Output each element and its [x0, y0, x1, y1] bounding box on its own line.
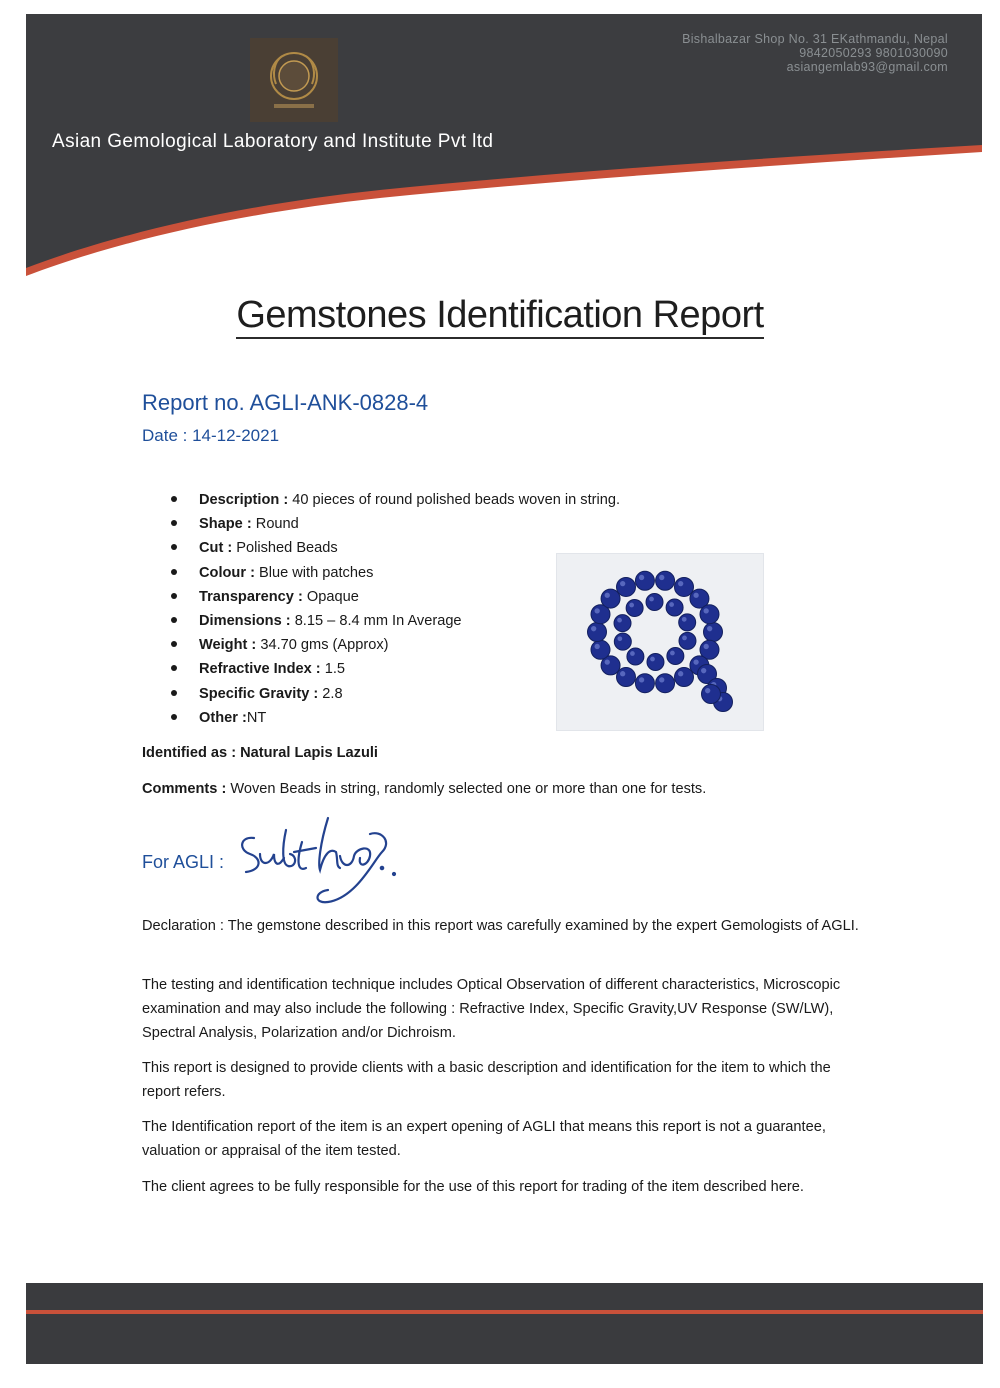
report-date: Date : 14-12-2021 [142, 426, 280, 445]
bead-highlight [693, 659, 698, 664]
comments [142, 781, 706, 797]
spec-transparency [168, 586, 620, 610]
bead-icon [679, 632, 696, 649]
bullet-icon [171, 665, 177, 671]
spec-label: Weight : [199, 637, 257, 654]
disclaimer-paragraph: The Identification report of the item is an expert opening of AGLI that means this report is not a guarantee, valuation or appraisal of the item tested. [142, 1119, 826, 1159]
declaration-paragraph: Declaration : The gemstone described in this report was carefully examined by the expert Gemologists of AGLI. [142, 918, 859, 934]
spec-dimensions [168, 610, 620, 634]
bullet-icon [171, 690, 177, 696]
spec-value: Blue with patches [254, 564, 374, 581]
bead-highlight [595, 608, 600, 613]
spec-value: 34.70 gms (Approx) [256, 637, 389, 654]
address-line: Bishalbazar Shop No. 31 EKathmandu, Nepal [682, 32, 948, 46]
spec-refractive-index [168, 658, 620, 682]
report-purpose-paragraph: This report is designed to provide clients with a basic description and identification for the item to which the report refers. [142, 1060, 831, 1100]
lapis-bead-string-image [557, 554, 763, 730]
spec-colour [168, 562, 620, 586]
bead-highlight [693, 593, 698, 598]
bead-highlight [678, 581, 683, 586]
bead-icon [617, 668, 636, 687]
bead-icon [675, 668, 694, 687]
spec-weight [168, 634, 620, 658]
spec-value: 40 pieces of round polished beads woven in string. [288, 492, 621, 508]
bead-highlight [595, 644, 600, 649]
spec-value: Round [251, 516, 299, 533]
bullet-icon [171, 544, 177, 550]
bullet-icon [171, 593, 177, 599]
bead-highlight [682, 617, 687, 622]
bead-highlight [704, 644, 709, 649]
bead-highlight [620, 671, 625, 676]
spec-label: Specific Gravity : [199, 685, 319, 702]
bead-icon [617, 577, 636, 596]
gem-spec-list [168, 489, 620, 731]
comments-label: Comments : [142, 781, 227, 797]
for-agli-label: For AGLI : [142, 852, 225, 872]
bullet-icon [171, 496, 177, 502]
footer-accent-stripe [26, 1310, 983, 1314]
client-responsibility-paragraph: The client agrees to be fully responsible for the use of this report for trading of the item described here. [142, 1179, 804, 1195]
bead-icon [667, 648, 684, 665]
testing-technique-paragraph: The testing and identification technique includes Optical Observation of different characteristics, Microscopic examination and may also include the following : Refractive Index, Specific Gravity,UV Response (SW/LW), Spectral Analysis, Polarization and/or Dichroism. [142, 977, 841, 1041]
spec-value: NT [246, 709, 267, 726]
bullet-icon [171, 617, 177, 623]
spec-label: Transparency : [199, 588, 303, 605]
bead-icon [704, 623, 723, 642]
report-title-text: Gemstones Identification Report [236, 294, 763, 339]
spec-label: Shape : [199, 516, 252, 533]
bead-highlight [639, 575, 644, 580]
bead-highlight [650, 657, 655, 662]
identified-as: Identified as : Natural Lapis Lazuli [142, 745, 378, 761]
bead-icon [627, 648, 644, 665]
spec-label: Dimensions : [199, 612, 291, 629]
spec-specific-gravity [168, 683, 620, 707]
bead-icon [656, 571, 675, 590]
bead-highlight [629, 603, 634, 608]
spec-description [168, 489, 620, 513]
lab-logo-icon [250, 38, 338, 122]
bead-highlight [630, 651, 635, 656]
bullet-icon [171, 641, 177, 647]
bead-highlight [705, 688, 710, 693]
bead-highlight [701, 668, 706, 673]
spec-label: Cut : [199, 540, 233, 557]
bead-icon [700, 605, 719, 624]
bead-highlight [707, 626, 712, 631]
bead-icon [679, 614, 696, 631]
bullet-icon [171, 714, 177, 720]
bead-highlight [649, 597, 654, 602]
bead-highlight [682, 636, 687, 641]
bead-icon [702, 685, 721, 704]
spec-cut [168, 537, 620, 561]
bead-highlight [617, 636, 622, 641]
comments-value: Woven Beads in string, randomly selected one or more than one for tests. [226, 781, 707, 797]
report-title [0, 294, 1000, 337]
bead-highlight [620, 581, 625, 586]
signature-icon [232, 808, 402, 913]
spec-other [168, 707, 620, 731]
bead-highlight [659, 677, 664, 682]
contact-address [682, 32, 948, 74]
bead-icon [675, 577, 694, 596]
spec-label: Description : [199, 492, 289, 508]
bead-highlight [669, 602, 674, 607]
bead-icon [614, 633, 631, 650]
spec-shape [168, 513, 620, 537]
bead-highlight [678, 671, 683, 676]
phone-line: 9842050293 9801030090 [799, 46, 948, 60]
bead-highlight [704, 608, 709, 613]
bead-icon [635, 571, 654, 590]
bead-highlight [605, 659, 610, 664]
bead-icon [591, 640, 610, 659]
email-line: asiangemlab93@gmail.com [786, 60, 948, 74]
spec-label: Other : [199, 709, 247, 726]
spec-label: Refractive Index : [199, 661, 321, 678]
bead-highlight [639, 677, 644, 682]
bead-icon [626, 599, 643, 616]
bead-icon [666, 599, 683, 616]
spec-value: 8.15 – 8.4 mm In Average [290, 612, 462, 629]
bead-icon [656, 674, 675, 693]
company-name: Asian Gemological Laboratory and Institute Pvt ltd [52, 131, 494, 152]
spec-value: 1.5 [320, 661, 346, 678]
bead-highlight [605, 593, 610, 598]
bead-icon [647, 653, 664, 670]
spec-label: Colour : [199, 564, 255, 581]
spec-value: 2.8 [318, 685, 343, 702]
bead-highlight [670, 651, 675, 656]
letterhead-header [0, 0, 1000, 290]
spec-value: Polished Beads [232, 540, 338, 557]
bullet-icon [171, 569, 177, 575]
bead-icon [614, 615, 631, 632]
report-number: Report no. AGLI-ANK-0828-4 [142, 390, 429, 415]
bead-icon [588, 623, 607, 642]
bead-icon [601, 589, 620, 608]
bead-highlight [659, 575, 664, 580]
gemstone-beads-photo [556, 553, 764, 731]
bullet-icon [171, 520, 177, 526]
bead-icon [635, 674, 654, 693]
bead-highlight [591, 626, 596, 631]
spec-value: Opaque [302, 588, 359, 605]
bead-highlight [617, 618, 622, 623]
letterhead-footer [26, 1283, 983, 1364]
bead-icon [646, 594, 663, 611]
